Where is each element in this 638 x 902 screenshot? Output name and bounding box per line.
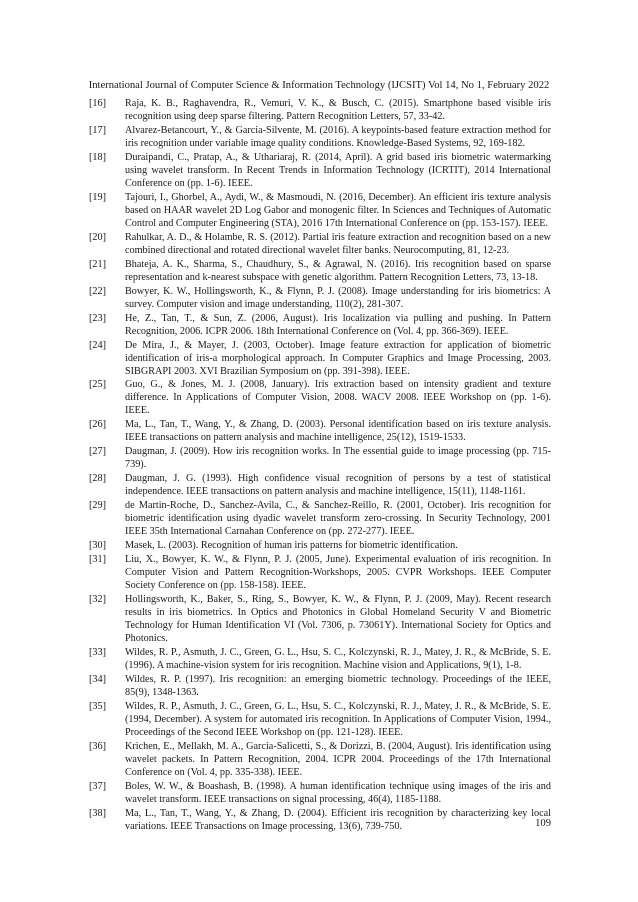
reference-entry — [89, 553, 551, 592]
reference-number: [35] — [89, 700, 106, 712]
running-head: International Journal of Computer Science & Information Technology (IJCSIT) Vol 14, No 1, February 2022 — [88, 80, 550, 91]
reference-number: [27] — [89, 446, 106, 458]
reference-number: [31] — [89, 554, 106, 566]
reference-number: [37] — [89, 780, 106, 792]
reference-number: [21] — [89, 258, 106, 270]
reference-number: [20] — [89, 231, 106, 243]
reference-entry — [89, 780, 551, 806]
reference-entry — [89, 339, 551, 378]
reference-text: Wildes, R. P. (1997). Iris recognition: an emerging biometric technology. Proceedings of the IEEE, 85(9), 1348-1363. — [125, 673, 551, 698]
reference-text: Rahulkar, A. D., & Holambe, R. S. (2012). Partial iris feature extraction and recognition based on a new combined directional and rotated directional wavelet filter banks. Neurocomputing, 81, 12-23. — [125, 231, 551, 256]
reference-entry — [89, 445, 551, 471]
reference-text: Bhateja, A. K., Sharma, S., Chaudhury, S., & Agrawal, N. (2016). Iris recognition based on sparse representation and k-nearest subspace with genetic algorithm. Pattern Recognition Letters, 73, 13-18. — [125, 258, 551, 283]
reference-text: Boles, W. W., & Boashash, B. (1998). A human identification technique using images of the iris and wavelet transform. IEEE transactions on signal processing, 46(4), 1185-1188. — [125, 780, 551, 805]
reference-text: Wildes, R. P., Asmuth, J. C., Green, G. L., Hsu, S. C., Kolczynski, R. J., Matey, J. R., & McBride, S. E. (1996). A machine-vision system for iris recognition. Machine vision and Applications, 9(1), 1-8. — [125, 646, 551, 671]
reference-entry — [89, 378, 551, 417]
reference-text: Alvarez-Betancourt, Y., & Garcia-Silvente, M. (2016). A keypoints-based feature extraction method for iris recognition under variable image quality conditions. Knowledge-Based Systems, 92, 169-182. — [125, 124, 551, 149]
reference-text: de Martin-Roche, D., Sanchez-Avila, C., & Sanchez-Reillo, R. (2001, October). Iris recognition for biometric identification using dyadic wavelet transform zero-crossing. In Security Technology, 2001 IEEE 35th International Carnahan Conference on (pp. 272-277). IEEE. — [125, 500, 551, 538]
reference-number: [18] — [89, 151, 106, 163]
reference-text: Daugman, J. G. (1993). High confidence visual recognition of persons by a test of statistical independence. IEEE transactions on pattern analysis and machine intelligence, 15(11), 1148-1161. — [125, 473, 551, 498]
reference-text: Raja, K. B., Raghavendra, R., Vemuri, V. K., & Busch, C. (2015). Smartphone based visible iris recognition using deep sparse filtering. Pattern Recognition Letters, 57, 33-42. — [125, 98, 551, 122]
reference-entry — [89, 191, 551, 230]
reference-text: Krichen, E., Mellakh, M. A., Garcia-Salicetti, S., & Dorizzi, B. (2004, August). Iris identification using wavelet packets. In Pattern Recognition, 2004. ICPR 2004. Proceedings of the 17th International Conference on (Vol. 4, pp. 335-338). IEEE. — [125, 740, 551, 778]
reference-text: Liu, X., Bowyer, K. W., & Flynn, P. J. (2005, June). Experimental evaluation of iris recognition. In Computer Vision and Pattern Recognition-Workshops, 2005. CVPR Workshops. IEEE Computer Society Conference on (pp. 158-158). IEEE. — [125, 554, 551, 592]
reference-number: [36] — [89, 740, 106, 752]
reference-entry — [89, 312, 551, 338]
reference-number: [38] — [89, 807, 106, 819]
reference-text: Guo, G., & Jones, M. J. (2008, January). Iris extraction based on intensity gradient and texture difference. In Applications of Computer Vision, 2008. WACV 2008. IEEE Workshop on (pp. 1-6). IEEE. — [125, 379, 551, 417]
reference-number: [34] — [89, 673, 106, 685]
reference-number: [26] — [89, 419, 106, 431]
reference-entry — [89, 285, 551, 311]
reference-entry — [89, 700, 551, 739]
reference-text: Masek, L. (2003). Recognition of human iris patterns for biometric identification. — [125, 540, 458, 552]
page-number: 109 — [535, 818, 551, 829]
reference-entry — [89, 124, 551, 150]
reference-entry — [89, 673, 551, 699]
reference-entry — [89, 418, 551, 444]
reference-text: Duraipandi, C., Pratap, A., & Uthariaraj, R. (2014, April). A grid based iris biometric watermarking using wavelet transform. In Recent Trends in Information Technology (ICRTIT), 2014 International Conference on (pp. 1-6). IEEE. — [125, 151, 551, 189]
reference-text: Daugman, J. (2009). How iris recognition works. In The essential guide to image processing (pp. 715-739). — [125, 446, 551, 471]
reference-entry — [89, 258, 551, 284]
reference-entry — [89, 499, 551, 538]
reference-entry — [89, 740, 551, 779]
reference-number: [23] — [89, 312, 106, 324]
reference-number: [16] — [89, 98, 106, 109]
reference-entry — [89, 151, 551, 190]
reference-number: [19] — [89, 191, 106, 203]
reference-entry — [89, 231, 551, 257]
reference-text: Ma, L., Tan, T., Wang, Y., & Zhang, D. (2004). Efficient iris recognition by characterizing key local variations. IEEE Transactions on Image processing, 13(6), 739-750. — [125, 807, 551, 832]
reference-list — [89, 97, 551, 834]
reference-text: Bowyer, K. W., Hollingsworth, K., & Flynn, P. J. (2008). Image understanding for iris biometrics: A survey. Computer vision and image understanding, 110(2), 281-307. — [125, 285, 551, 310]
reference-number: [33] — [89, 646, 106, 658]
reference-text: Wildes, R. P., Asmuth, J. C., Green, G. L., Hsu, S. C., Kolczynski, R. J., Matey, J. R., & McBride, S. E. (1994, December). A system for automated iris recognition. In Applications of Computer Vision, 1994., Proceedings of the Second IEEE Workshop on (pp. 121-128). IEEE. — [125, 700, 551, 738]
reference-text: Ma, L., Tan, T., Wang, Y., & Zhang, D. (2003). Personal identification based on iris texture analysis. IEEE transactions on pattern analysis and machine intelligence, 25(12), 1519-1533. — [125, 419, 551, 444]
reference-entry — [89, 97, 551, 123]
reference-number: [30] — [89, 540, 106, 552]
reference-text: He, Z., Tan, T., & Sun, Z. (2006, August). Iris localization via pulling and pushing. In Pattern Recognition, 2006. ICPR 2006. 18th International Conference on (Vol. 4, pp. 366-369). IEEE. — [125, 312, 551, 337]
reference-number: [29] — [89, 500, 106, 512]
reference-number: [25] — [89, 379, 106, 391]
reference-entry — [89, 539, 551, 552]
reference-text: Hollingsworth, K., Baker, S., Ring, S., Bowyer, K. W., & Flynn, P. J. (2009, May). Recent research results in iris biometrics. In Optics and Photonics in Global Homeland Security V and Biometric Technology for Human Identification VI (Vol. 7306, p. 73061Y). International Society for Optics and Photonics. — [125, 594, 551, 644]
reference-entry — [89, 472, 551, 498]
reference-number: [32] — [89, 594, 106, 605]
reference-number: [28] — [89, 473, 106, 485]
reference-entry — [89, 593, 551, 645]
reference-number: [24] — [89, 339, 106, 351]
reference-number: [22] — [89, 285, 106, 297]
reference-text: Tajouri, I., Ghorbel, A., Aydi, W., & Masmoudi, N. (2016, December). An efficient iris texture analysis based on HAAR wavelet 2D Log Gabor and monogenic filter. In Sciences and Techniques of Automatic Control and Computer Engineering (STA), 2016 17th International Conference on (pp. 153-157). IEEE. — [125, 191, 551, 229]
reference-number: [17] — [89, 124, 106, 136]
reference-entry — [89, 646, 551, 672]
reference-entry — [89, 807, 551, 833]
reference-text: De Mira, J., & Mayer, J. (2003, October). Image feature extraction for application of biometric identification of iris-a morphological approach. In Computer Graphics and Image Processing, 2003. SIBGRAPI 2003. XVI Brazilian Symposium on (pp. 391-398). IEEE. — [125, 339, 551, 377]
